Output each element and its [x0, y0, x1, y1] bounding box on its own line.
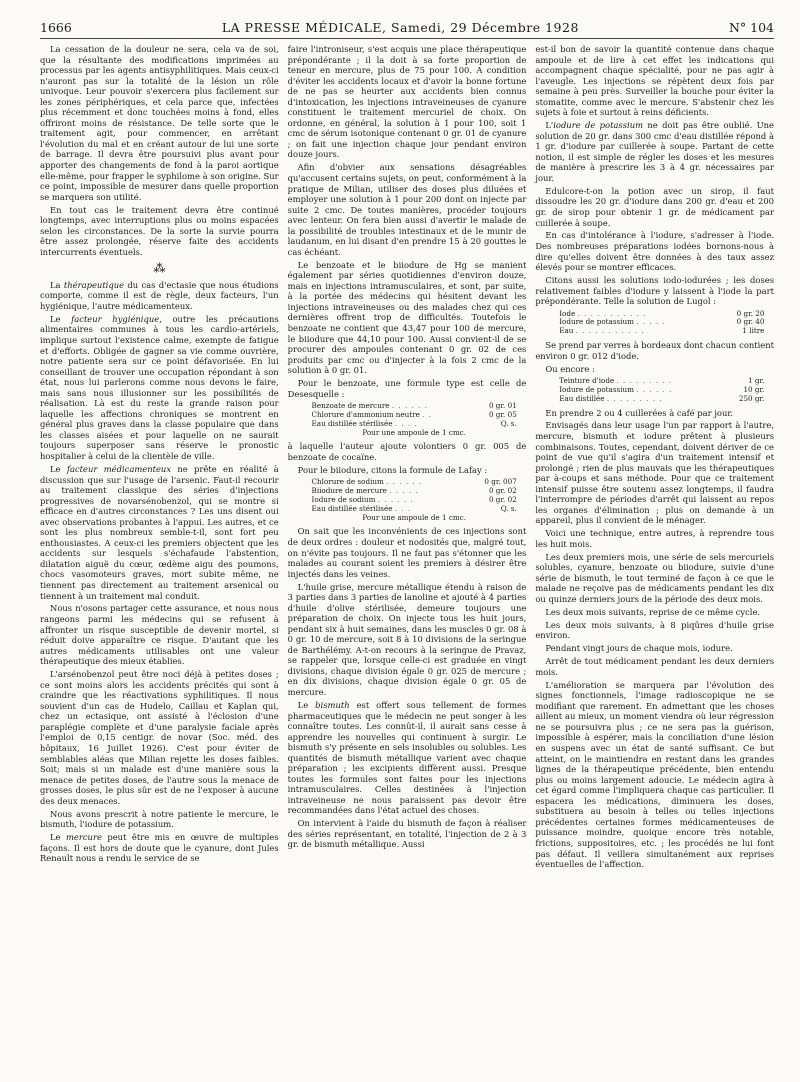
- paragraph: L'huile grise, mercure métallique étendu à raison de 3 parties dans 3 parties de lanoline et ajouté à 4 parties d'huile d'olive stérilisée, demeure toujours une préparation de choix. On injecte tous les huit jours, pendant six à huit semaines, dans les muscles 0 gr. 08 à 0 gr. 10 de mercure, soit 8 à 10 divisions de la seringue de Barthélémy. A-t-on recours à la seringue de Pravaz, se rappeler que, lorsque celle-ci est graduée en vingt divisions, chaque division égale 0 gr. 025 de mercure ; en dix divisions, chaque division égale 0 gr. 05 de mercure.: [287, 581, 527, 698]
- paragraph: En prendre 2 ou 4 cuillerées à café par jour.: [545, 407, 734, 418]
- formula-row: Eau . . . . . . . . . . . 1 litre: [559, 326, 765, 336]
- formula-desesquelle: [312, 402, 517, 437]
- paragraph: Voici une technique, entre autres, à reprendre tous les huit mois.: [535, 528, 775, 549]
- page-header: [40, 20, 774, 39]
- paragraph: Pour le biiodure, citons la formule de Lafay :: [297, 464, 488, 475]
- paragraph: Pour le benzoate, une formule type est celle de Desesquelle :: [287, 378, 527, 399]
- formula-row: Chlorure de sodium . . . . . . 0 gr. 007: [311, 477, 517, 487]
- paragraph: à laquelle l'auteur ajoute volontiers 0 gr. 005 de benzoate de cocaïne.: [287, 441, 527, 462]
- paragraph: Envisagés dans leur usage l'un par rapport à l'autre, mercure, bismuth et iodure prêtent à plusieurs combinaisons. Toutes, cependant, doivent dériver de ce point de vue qu'il s'agira d'un traitement intensif et prolongé ; rien de plus mauvais que les thérapeutiques par à-coups et sans méthode. Pour que ce traitement intensif puisse être soutenu assez longtemps, il faudra l'interrompre de périodes d'arrêt qui laissent au repos les organes d'élimination ; plus on demande à un appareil, plus il convient de le ménager.: [535, 420, 775, 526]
- paragraph: La thérapeutique du cas d'ectasie que nous étudions comporte, comme il est de règle, deux facteurs, l'un hygiénique, l'autre médicamenteux.: [40, 279, 279, 311]
- journal-title: LA PRESSE MÉDICALE, Samedi, 29 Décembre 1928: [221, 20, 579, 35]
- page-number: 1666: [40, 20, 72, 35]
- paragraph: Nous n'osons partager cette assurance, et nous nous rangeons parmi les médecins qui se refusent à affronter un risque susceptible de devenir mortel, si réduit doive apparaître ce risque. D'autant que les autres médicaments utilisables ont une valeur thérapeutique des mieux établies.: [40, 603, 279, 667]
- formula-row: Chlorure d'ammonium neutre . . 0 gr. 05: [311, 410, 517, 420]
- paragraph: Les deux mois suivants, à 8 piqûres d'huile grise environ.: [535, 619, 775, 641]
- paragraph: Afin d'obvier aux sensations désagréables qu'accusent certains sujets, on peut, conformément à la pratique de Milian, utiliser des doses plus diluées et employer une solution à 1 pour 200 dont on injecte par suite 2 cmc. De toutes manières, procéder toujours avec lenteur. On fera bien aussi d'avertir le malade de la possibilité de troubles intestinaux et de le munir de laudanum, en lui disant d'en prendre 15 à 20 gouttes le cas échéant.: [287, 162, 527, 257]
- paragraph: En cas d'intolérance à l'iodure, s'adresser à l'iode. Des nombreuses préparations iodées bornons-nous à dire qu'elles doivent être données à des taux assez élevés pour se montrer efficaces.: [535, 230, 775, 273]
- formula-row: Iodure de potassium . . . . . 0 gr. 40: [559, 317, 765, 327]
- article-columns: [40, 44, 774, 872]
- formula-row: Eau distillée stérilisée . . . Q. s.: [311, 503, 517, 513]
- paragraph: Edulcore-t-on la potion avec un sirop, il faut dissoudre les 20 gr. d'iodure dans 200 gr. d'eau et 200 gr. de sirop pour obtenir 1 gr. de médicament par cuillerée à soupe.: [535, 185, 775, 228]
- formula-row: Iodure de sodium . . . . . . 0 gr. 02: [311, 495, 517, 505]
- formula-row: Biiodure de mercure . . . . . 0 gr. 02: [311, 486, 517, 496]
- formula-row: Teinture d'iode . . . . . . . . . 1 gr.: [559, 376, 765, 386]
- formula-row: Iode . . . . . . . . . . . 0 gr. 20: [559, 308, 765, 318]
- formula-lugol: [559, 310, 764, 336]
- formula-row: Eau distillée stérilisée . . . . Q. s.: [311, 418, 517, 428]
- formula-caption: Pour une ampoule de 1 cmc.: [362, 512, 466, 522]
- formula-caption: Pour une ampoule de 1 cmc.: [362, 427, 466, 437]
- paragraph: Les deux premiers mois, une série de sels mercuriels solubles, cyanure, benzoate ou biiodure, suivie d'une série de bismuth, le tout terminé de façon à ce que le malade ne reçoive pas de médicaments pendant les dix ou quinze derniers jours de la période des deux mois.: [535, 551, 775, 604]
- paragraph: L'arsénobenzol peut être noci déjà à petites doses ; ce sont moins alors les accidents précités qui sont à craindre que les réactivations syphilitiques. Il nous souvient d'un cas de Hudelo, Caillau et Kaplan qui, chez un ectasique, ont assisté à l'éclosion d'une paraplégie complète et d'une paralysie faciale après l'emploi de 0,15 centigr. de novar (Soc. méd. des hôpitaux, 16 Juillet 1926). C'est pour éviter de semblables aléas que Milian rejette les doses faibles. Soit; mais si un malade est d'une manière sous la menace de petites doses, de l'autre sous la menace de grosses doses, le plus sûr est de ne l'exposer à aucune des deux menaces.: [40, 669, 279, 806]
- paragraph: Arrêt de tout médicament pendant les deux derniers mois.: [535, 656, 775, 677]
- paragraph: L'amélioration se marquera par l'évolution des signes fonctionnels, l'image radioscopique ne se modifiant que rarement. En admettant que les choses aillent au mieux, un moment viendra où leur régression ne se poursuivra plus ; ce ne sera pas la guérison, impossible à espérer, mais la conciliation d'une lésion en suspens avec un état de santé suffisant. Ce but atteint, on le maintiendra en restant dans les grandes lignes de la thérapeutique précédente, bien entendu plus ou moins largement adoucie. Le médecin agira à cet égard comme l'impliquera chaque cas particulier. Il espacera les médications, diminuera les doses, substituera au besoin à telles ou telles injections précédentes certaines formes médicamenteuses de puissance moindre, quoique encore très notable, frictions, suppositoires, etc. ; les procédés ne lui font pas défaut. Il veillera simultanément aux reprises éventuelles de l'affection.: [535, 679, 775, 870]
- paragraph: Pendant vingt jours de chaque mois, iodure.: [545, 643, 733, 654]
- paragraph: Le facteur médicamenteux ne prête en réalité à discussion que sur l'usage de l'arsenic. Faut-il recourir au traitement classique des séries d'injections progressives de novarsénobenzol, qui se montre si efficace en d'autres circonstances ? Les uns disent oui avec observations probantes à l'appui. Les autres, et ce sont les plus nombreux semble-t-il, sont fort peu enthousiastes. A ceux-ci les premiers objectent que les accidents sur lesquels s'échafaude l'abstention, dilatation aiguë du cœur, œdème aigu des poumons, chocs vasomoteurs graves, mort subite même, ne tiennent pas directement au traitement arsenical ou tiennent à un traitement mal conduit.: [40, 463, 279, 601]
- issue-number: N° 104: [728, 20, 774, 35]
- paragraph: Le facteur hygiénique, outre les précautions alimentaires communes à tous les cardio-artériels, implique surtout l'existence calme, exempte de fatigue et d'efforts. Obligée de gagner sa vie comme ouvrière, notre patiente sera sur ce point défavorisée. En lui conseillant de trouver une occupation répondant à son état, nous lui parlerons comme nous devons le faire, mais sans nous illusionner sur les possibilités de réalisation. Là est du reste la grande raison pour laquelle les affections chroniques se montrent en général plus graves dans la classe populaire que dans les classes aisées et pour laquelle on ne saurait toujours superposer sans réserve le pronostic hospitalier à celui de la clientèle de ville.: [40, 313, 279, 462]
- paragraph: On sait que les inconvénients de ces injections sont de deux ordres : douleur et nodosités que, malgré tout, on n'évite pas toujours. Il ne faut pas s'étonner que les malades au courant soient les premiers à désirer être injectés dans les veines.: [287, 526, 527, 579]
- paragraph: Le bismuth est offert sous tellement de formes pharmaceutiques que le médecin ne peut songer à les connaître toutes. Les connût-il, il aurait sans cesse à apprendre les nouvelles qui continuent à surgir. Le bismuth s'y présente en sels insolubles ou solubles. Les quantités de bismuth métallique varient avec chaque préparation ; les excipients diffèrent aussi. Presque toutes les formules sont faites pour les injections intramusculaires. Celles destinées à l'injection intraveineuse ne nous paraissent pas devoir être recommandées dans l'état actuel des choses.: [287, 699, 527, 816]
- paragraph: Les deux mois suivants, reprise de ce même cycle.: [545, 606, 761, 617]
- column-1: [40, 44, 279, 872]
- paragraph: Citons aussi les solutions iodo-iodurées ; les doses relativement faibles d'iodure y laissent à l'iode la part prépondérante. Telle la solution de Lugol :: [535, 275, 775, 307]
- paragraph: L'iodure de potassium ne doit pas être oublié. Une solution de 20 gr. dans 300 cmc d'eau distillée répond à 1 gr. d'iodure par cuillerée à soupe. Partant de cette notion, il est simple de régler les doses et les mesures de manière à prescrire les 3 à 4 gr. nécessaires par jour.: [535, 120, 775, 183]
- paragraph: La cessation de la douleur ne sera, cela va de soi, que la résultante des modifications imprimées au processus par les agents antisyphilitiques. Mais ceux-ci n'auront pas sur la totalité de la lésion un rôle univoque. Leur pouvoir s'exercera plus facilement sur les zones périphériques, et cela parce que, infectées plus récemment et donc touchées moins à fond, elles offriront moins de résistance. De telle sorte que le traitement agit, pour commencer, en arrêtant l'évolution du mal et en créant autour de lui une sorte de barrage. Il devra être poursuivi plus avant pour apporter des changements de fond à la paroi aortique elle-même, pour frapper le syphilome à son origine. Sur ce point, impossible de mesurer dans quelle proportion se marquera son utilité.: [40, 44, 279, 202]
- paragraph: Le mercure peut être mis en œuvre de multiples façons. Il est hors de doute que le cyanure, dont Jules Renault nous a rendu le service de se: [40, 832, 279, 864]
- column-3: [535, 44, 774, 872]
- paragraph: Le benzoate et le biiodure de Hg se manient également par séries quotidiennes d'environ douze, mais en injections intramusculaires, et sont, par suite, à la portée des médecins qui hésitent devant les injections intraveineuses ou des malades chez qui ces dernières offrent trop de difficultés. Toutefois le benzoate ne contient que 43,47 pour 100 de mercure, le biiodure que 44,10 pour 100. Aussi convient-il de se procurer des ampoules contenant 0 gr. 02 de ces produits par cmc ou d'injecter à la fois 2 cmc de la solution à 0 gr. 01.: [287, 259, 527, 376]
- formula-lafay: [312, 478, 517, 522]
- paragraph: On intervient à l'aide du bismuth de façon à réaliser des séries représentant, en totalité, l'injection de 2 à 3 gr. de bismuth métallique. Aussi: [287, 818, 527, 850]
- paragraph: faire l'introniseur, s'est acquis une place thérapeutique prépondérante ; il la doit à sa forte proportion de teneur en mercure, plus de 75 pour 100. A condition d'éviter les accidents locaux et d'avoir la bonne fortune de ne pas se heurter aux accidents bien connus d'intoxication, les injections intraveineuses de cyanure constituent le traitement mercuriel de choix. On ordonne, en général, la solution à 1 pour 100, soit 1 cmc de sérum isotonique contenant 0 gr. 01 de cyanure ; on fait une injection chaque jour pendant environ douze jours.: [287, 44, 527, 160]
- formula-row: Benzoate de mercure . . . . . . 0 gr. 01: [311, 401, 517, 411]
- column-2: [288, 44, 527, 872]
- section-separator: ⁂: [153, 261, 166, 276]
- paragraph: Ou encore :: [545, 363, 595, 374]
- paragraph: est-il bon de savoir la quantité contenue dans chaque ampoule et de lire à cet effet les indications qui accompagnent chaque spécialité, pour ne pas agir à l'aveugle. Les injections se répètent deux fois par semaine à peu près. Surveiller la bouche pour éviter la stomatite, comme avec le mercure. S'abstenir chez les sujets à foie et surtout à reins déficients.: [535, 44, 775, 118]
- formula-row: Iodure de potassium . . . . . . 10 gr.: [559, 384, 765, 394]
- formula-iodo-ioduree: [559, 377, 764, 403]
- formula-row: Eau distillée . . . . . . . . . 250 gr.: [559, 393, 765, 403]
- paragraph: Nous avons prescrit à notre patiente le mercure, le bismuth, l'iodure de potassium.: [40, 808, 279, 830]
- paragraph: Se prend par verres à bordeaux dont chacun contient environ 0 gr. 012 d'iode.: [535, 340, 775, 361]
- paragraph: En tout cas le traitement devra être continué longtemps, avec interruptions plus ou moins espacées selon les circonstances. De la sorte la survie pourra être assez prolongée, réserve faite des accidents intercurrents éventuels.: [40, 204, 279, 257]
